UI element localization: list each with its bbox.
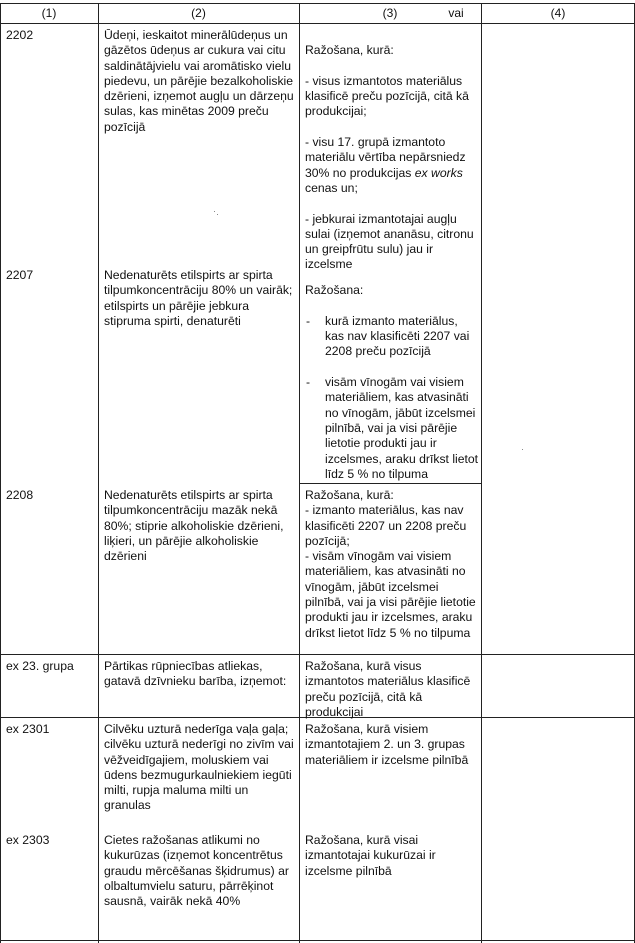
bullet-dash: - (306, 313, 311, 328)
row-2207-rule (305, 268, 480, 497)
row-2207-rule-item-b (305, 375, 480, 482)
row-ex2301-code: ex 2301 (6, 722, 50, 736)
scan-speck (217, 214, 218, 215)
row-2208-rule: Ražošana, kurā: - izmanto materiālus, kas nav klasificēti 2207 un 2208 preču pozīcijā; - visām vīnogām vai visiem materiāliem, kas atvasināti no vīnogām, jābūt izcelsmei pilnībā, vai ja visi pārējie lietotie produkti jau ir izcelsmes, araku drīkst lietot līdz 5 % no tilpuma (305, 488, 476, 640)
grid-vline-3 (481, 3, 482, 943)
row-ex23-description: Pārtikas rūpniecības atliekas, gatavā dzīvnieku barība, izņemot: (104, 659, 287, 689)
row-2202-rule-intro: Ražošana, kurā: (305, 43, 394, 58)
row-ex23-code: ex 23. grupa (6, 659, 74, 673)
row-2202-rule-c: - jebkurai izmantotajai augļu sulai (izņemot ananāsu, citronu un greipfrūtu sulu) jau ir izcelsme (305, 211, 474, 272)
row-ex2301-description: Cilvēku uzturā nederīga vaļa gaļa; cilvēku uzturā nederīgi no zivīm vai vēžveidīgajiem, moluskiem vai ūdens bezmugurkaulniekiem iegūti milti, rupja maluma milti un granulas (104, 722, 294, 813)
row-2207-description: Nedenaturēts etilspirts ar spirta tilpumkoncentrāciju 80% un vairāk; etilspirts un pārējie jebkura stipruma spirti, denaturēti (104, 268, 293, 328)
header-vai: vai (448, 6, 464, 20)
row-2202-description: Ūdeņi, ieskaitot minerālūdeņus un gāzētos ūdeņus ar cukura vai citu saldinātājvielu vai aromātisko vielu piedevu, un pārējie bezalkoholiskie dzērieni, izņemot augļu un dārzeņu sulas, kas minētas 2009 preču pozīcijā (104, 28, 294, 134)
bullet-dash: - (306, 375, 311, 390)
row-2207-rule-intro: Ražošana: (305, 283, 364, 298)
row-2208-description: Nedenaturēts etilspirts ar spirta tilpumkoncentrāciju mazāk nekā 80%; stiprie alkoholiskie dzērieni, liķieri, un pārējie alkoholiskie dzērieni (104, 488, 284, 564)
grid-hline-ex23 (0, 654, 635, 655)
grid-vline-1 (98, 3, 99, 943)
header-col4: (4) (481, 3, 635, 24)
row-2202-rule-a: - visus izmantotos materiālus klasificē preču pozīcijā, citā kā produkcijai; (305, 73, 469, 119)
row-ex23-rule: Ražošana, kurā visus izmantotos materiālus klasificē preču pozīcijā, citā kā produkcijai (305, 659, 471, 719)
row-2207-rule-item-a (305, 314, 480, 360)
row-2207-rule-a: kurā izmanto materiālus, kas nav klasificēti 2207 vai 2208 preču pozīcijā (325, 313, 470, 359)
row-2202-rule-b (305, 135, 480, 196)
row-ex2303-code: ex 2303 (6, 833, 50, 847)
header-col1: (1) (0, 3, 98, 24)
header-col3-number: (3) (382, 6, 398, 20)
grid-hline-top (0, 3, 635, 4)
row-2202-rule-b-italic: ex works (414, 165, 463, 180)
grid-hline-bottom (0, 940, 635, 941)
row-ex2303-description: Cietes ražošanas atlikumi no kukurūzas (izņemot koncentrētus graudu mērcēšanas šķidrumus) ar olbaltumvielu saturu, pārrēķinot sausnā, vairāk nekā 40% (104, 833, 289, 909)
row-2202-rule (305, 28, 480, 288)
row-2208-code: 2208 (6, 488, 34, 502)
grid-vline-left (0, 3, 1, 943)
scan-speck (522, 449, 523, 450)
header-col2: (2) (98, 3, 299, 24)
row-ex2303-rule: Ražošana, kurā visai izmantotajai kukurūzai ir izcelsme pilnībā (305, 833, 436, 878)
row-2202-rule-b-end: cenas un; (305, 180, 358, 195)
row-2207-rule-b: visām vīnogām vai visiem materiāliem, kas atvasināti no vīnogām, jābūt izcelsmei pilnībā, vai ja visi pārējie lietotie produkti jau ir izcelsmes, araku drīkst lietot līdz 5 % no tilpuma (325, 375, 479, 481)
row-2207-code: 2207 (6, 268, 34, 282)
row-2202-code: 2202 (6, 28, 34, 42)
row-2202-rule-b-text: - visu 17. grupā izmantoto materiālu vērtība nepārsniedz 30% no produkcijas (305, 135, 466, 180)
row-ex2301-rule: Ražošana, kurā visiem izmantotajiem 2. un 3. grupas materiāliem ir izcelsme pilnībā (305, 722, 469, 767)
grid-vline-2 (299, 3, 300, 943)
scan-speck (214, 211, 215, 212)
